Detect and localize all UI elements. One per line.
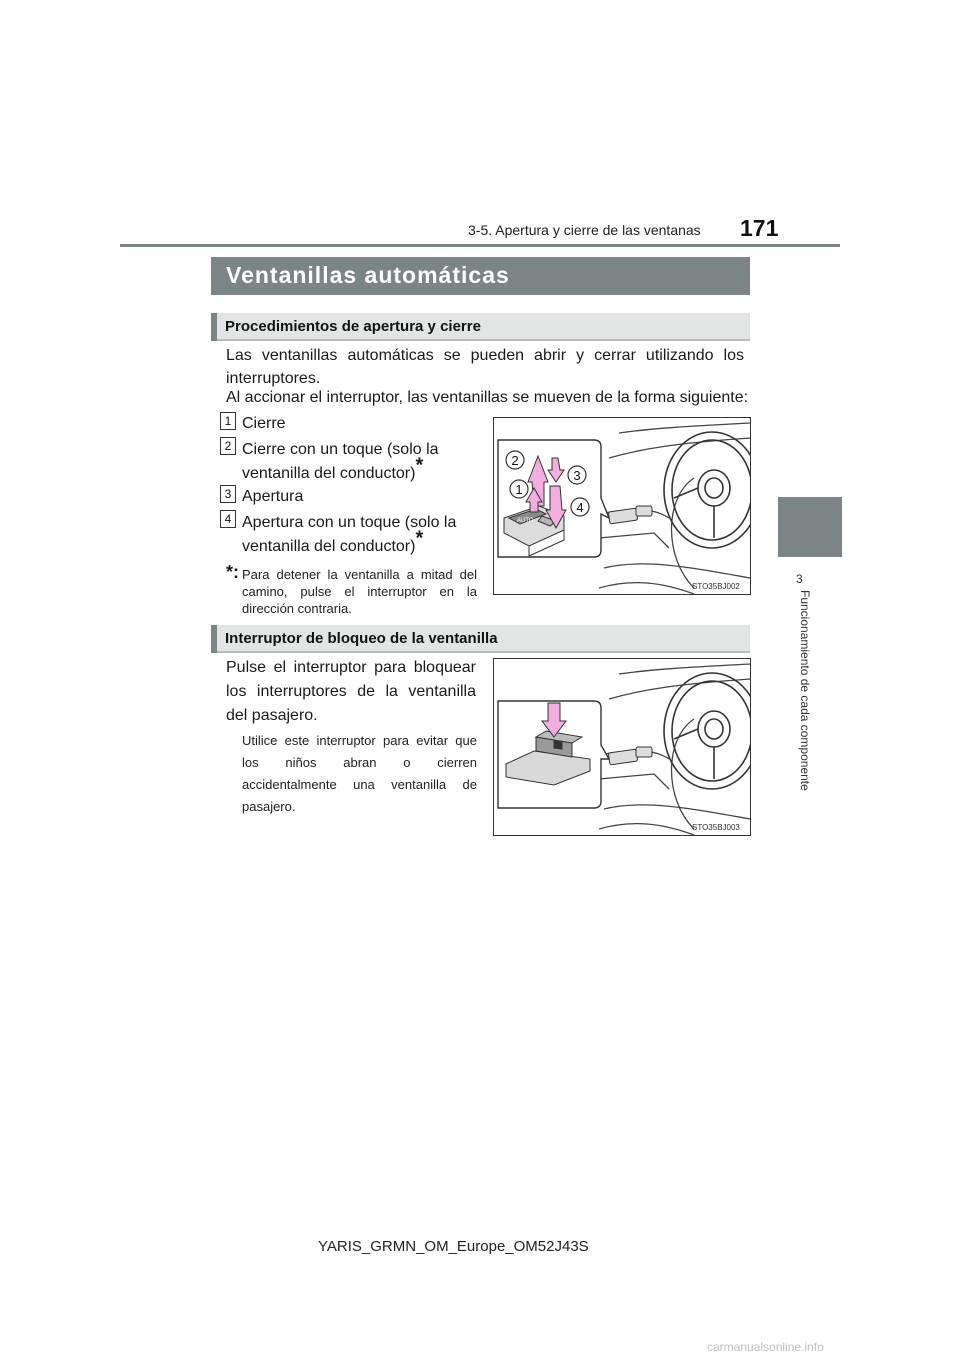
subsection-accent (211, 625, 217, 653)
callout-1: 1 (515, 482, 523, 497)
item-number-3: 3 (220, 485, 236, 503)
image-code-2: STO35BJ003 (692, 823, 740, 832)
note-text: Para detener la ventanilla a mitad del camino, pulse el interruptor en la dirección contraria. (242, 567, 477, 616)
callout-4: 4 (576, 500, 584, 515)
illustration-window-switches-drawing (494, 418, 750, 594)
item-number-4: 4 (220, 510, 236, 528)
header-section-title: 3-5. Apertura y cierre de las ventanas (468, 222, 701, 238)
note-marker: *: (226, 562, 239, 582)
intro-paragraph: Las ventanillas automáticas se pueden abrir y cerrar utilizando los interruptores. (226, 347, 744, 387)
section-title: Ventanillas automáticas (226, 262, 510, 288)
item-text-4-line1: Apertura con un toque (solo la (242, 514, 457, 531)
subsection-accent (211, 313, 217, 341)
image-code-1: STO35BJ002 (692, 582, 740, 591)
item-text-3: Apertura (242, 488, 304, 505)
lock-paragraph: Pulse el interruptor para bloquear los interruptores de la ventanilla del pasajero. (226, 659, 476, 724)
illustration-window-switches (493, 417, 751, 595)
item-text-4-line2-text: ventanilla del conductor) (242, 538, 416, 555)
item-number-1: 1 (220, 412, 236, 430)
asterisk-mark: * (415, 527, 424, 550)
footer-document-id: YARIS_GRMN_OM_Europe_OM52J43S (318, 1238, 589, 1255)
illustration-lock-switch (493, 658, 751, 836)
illustration-lock-switch-drawing (494, 659, 750, 835)
item-text-2-line1: Cierre con un toque (solo la (242, 441, 439, 458)
header-rule (120, 244, 840, 247)
item-text-2-line2-text: ventanilla del conductor) (242, 465, 416, 482)
chapter-tab-label: Funcionamiento de cada componente (798, 590, 812, 791)
intro-paragraph-2: Al accionar el interruptor, las ventanillas se mueven de la forma siguiente: (226, 389, 749, 406)
page-number: 171 (740, 215, 779, 241)
chapter-tab (778, 497, 842, 557)
chapter-tab-number: 3 (796, 572, 803, 586)
watermark: carmanualsonline.info (707, 1340, 824, 1354)
subsection-title-lock: Interruptor de bloqueo de la ventanilla (225, 630, 498, 647)
switch-label: AUTO (517, 518, 534, 524)
item-text-1: Cierre (242, 415, 286, 432)
item-text-4-line2 (242, 527, 424, 559)
item-text-2-line2 (242, 454, 424, 486)
subsection-title-opening: Procedimientos de apertura y cierre (225, 318, 481, 335)
callout-2: 2 (511, 453, 519, 468)
asterisk-mark: * (415, 454, 424, 477)
item-number-2: 2 (220, 437, 236, 455)
callout-3: 3 (573, 468, 581, 483)
lock-note: Utilice este interruptor para evitar que los niños abran o cierren accidentalmente una ventanilla de pasajero. (242, 733, 477, 814)
